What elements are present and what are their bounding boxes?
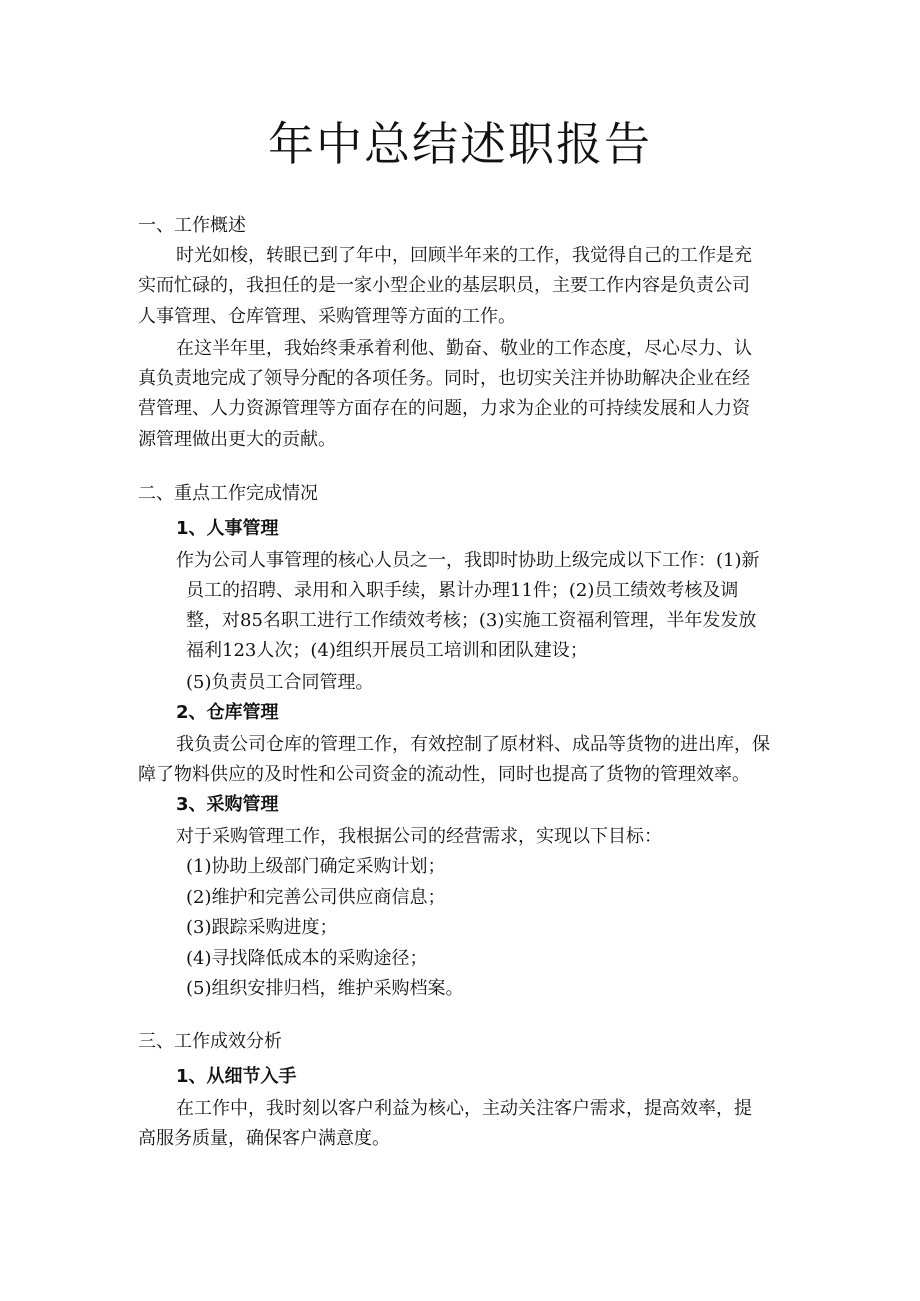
subsection-details-heading: 1、从细节入手 bbox=[176, 1066, 297, 1087]
subsection-warehouse-heading: 2、仓库管理 bbox=[176, 702, 279, 723]
section-1-paragraph-1-line: 人事管理、仓库管理、采购管理等方面的工作。 bbox=[138, 306, 516, 327]
personnel-line: 员工的招聘、录用和入职手续，累计办理11件；(2)员工绩效考核及调 bbox=[186, 580, 739, 601]
purchasing-item: (4)寻找降低成本的采购途径； bbox=[186, 948, 428, 969]
purchasing-intro: 对于采购管理工作，我根据公司的经营需求，实现以下目标： bbox=[176, 826, 662, 847]
warehouse-line: 障了物料供应的及时性和公司资金的流动性，同时也提高了货物的管理效率。 bbox=[138, 764, 750, 785]
details-line: 在工作中，我时刻以客户利益为核心，主动关注客户需求，提高效率，提 bbox=[176, 1098, 752, 1119]
purchasing-item: (2)维护和完善公司供应商信息； bbox=[186, 887, 446, 908]
subsection-purchasing-heading: 3、采购管理 bbox=[176, 794, 279, 815]
subsection-personnel-heading: 1、人事管理 bbox=[176, 518, 279, 539]
warehouse-line: 我负责公司仓库的管理工作，有效控制了原材料、成品等货物的进出库，保 bbox=[176, 734, 770, 755]
section-2-heading: 二、重点工作完成情况 bbox=[138, 483, 318, 504]
section-1-paragraph-2-line: 在这半年里，我始终秉承着利他、勤奋、敬业的工作态度，尽心尽力、认 bbox=[176, 338, 752, 359]
section-1-paragraph-1-line: 实而忙碌的，我担任的是一家小型企业的基层职员，主要工作内容是负责公司 bbox=[138, 275, 750, 296]
section-1-paragraph-2-line: 源管理做出更大的贡献。 bbox=[138, 429, 336, 450]
personnel-line: 整，对85名职工进行工作绩效考核；(3)实施工资福利管理，半年发发放 bbox=[186, 610, 757, 631]
personnel-line: 福利123人次；(4)组织开展员工培训和团队建设； bbox=[186, 640, 588, 661]
purchasing-item: (3)跟踪采购进度； bbox=[186, 917, 338, 938]
section-1-paragraph-1-line: 时光如梭，转眼已到了年中，回顾半年来的工作，我觉得自己的工作是充 bbox=[176, 245, 752, 266]
document-title: 年中总结述职报告 bbox=[268, 117, 652, 171]
personnel-line: (5)负责员工合同管理。 bbox=[186, 672, 374, 693]
details-line: 高服务质量，确保客户满意度。 bbox=[138, 1128, 390, 1149]
personnel-line: 作为公司人事管理的核心人员之一，我即时协助上级完成以下工作：(1)新 bbox=[176, 550, 760, 571]
section-1-heading: 一、工作概述 bbox=[138, 215, 246, 236]
purchasing-item: (1)协助上级部门确定采购计划； bbox=[186, 856, 446, 877]
section-1-paragraph-2-line: 营管理、人力资源管理等方面存在的问题，力求为企业的可持续发展和人力资 bbox=[138, 398, 750, 419]
purchasing-item: (5)组织安排归档，维护采购档案。 bbox=[186, 978, 464, 999]
section-1-paragraph-2-line: 真负责地完成了领导分配的各项任务。同时，也切实关注并协助解决企业在经 bbox=[138, 368, 750, 389]
section-3-heading: 三、工作成效分析 bbox=[138, 1031, 282, 1052]
